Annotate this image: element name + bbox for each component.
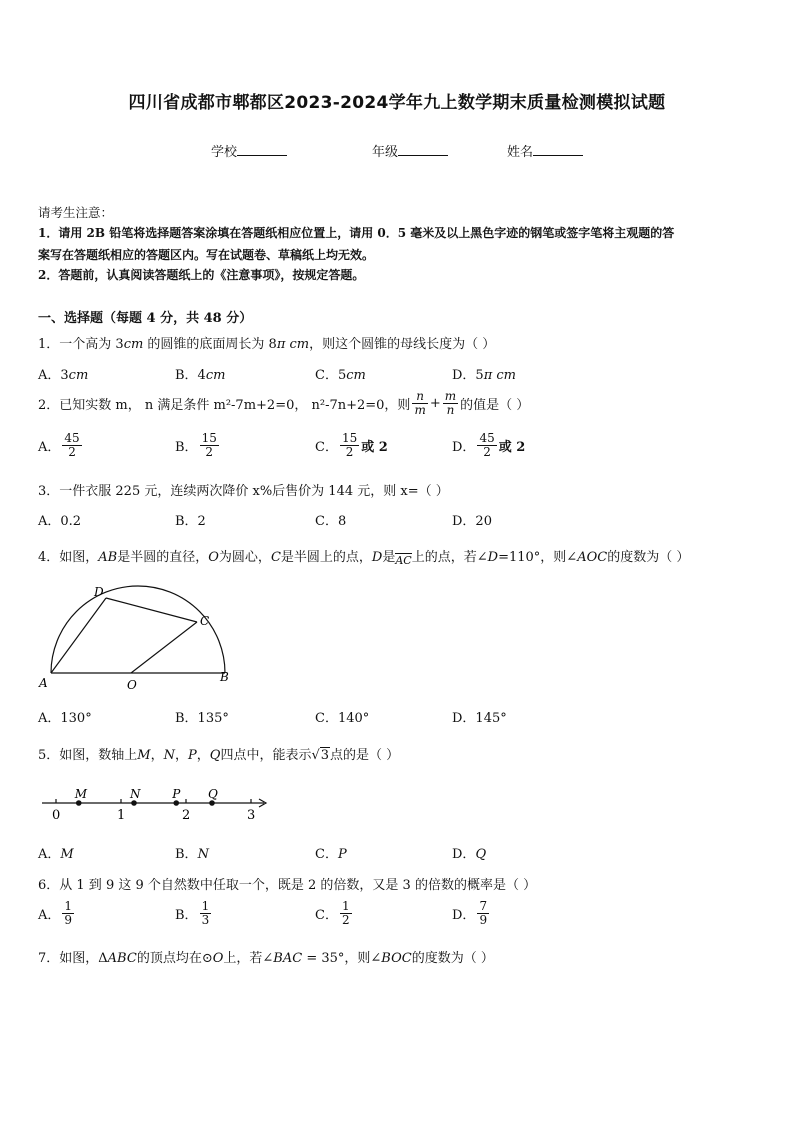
q5-option-b[interactable]: B．N (175, 847, 209, 862)
q1-option-a[interactable]: A．3cm (38, 368, 89, 383)
notice-line-1b: 案写在答题纸相应的答题区内。写在试题卷、草稿纸上均无效。 (38, 248, 375, 262)
q6-option-b[interactable]: B． $\frac{1}{3}$ (175, 899, 210, 927)
tick-label-2: 2 (182, 808, 191, 823)
q3-option-c[interactable]: C．8 (315, 514, 347, 529)
point-p (173, 800, 179, 806)
q3-option-d[interactable]: D．20 (452, 514, 492, 529)
name-label: 姓名 (507, 145, 534, 160)
page-title: 四川省成都市郫都区2023-2024学年九上数学期末质量检测模拟试题 (128, 93, 666, 113)
label-c: C (200, 614, 210, 628)
q4-option-c[interactable]: C．140° (315, 711, 370, 726)
q2-option-c[interactable]: C． $\frac{15}{2}$ 或 2 (315, 431, 388, 459)
q6-option-c[interactable]: C． $\frac{1}{2}$ (315, 899, 350, 927)
point-label-p: P (172, 787, 181, 801)
q2-frac-n-over-m: $\frac{n}{m}$ (414, 389, 426, 417)
q1-option-b[interactable]: B．4cm (175, 368, 226, 383)
q4-option-d[interactable]: D．145° (452, 711, 507, 726)
question-4: 4．如图，AB是半圆的直径，O为圆心，C是半圆上的点，D是$_{AC}$上的点，若∠D=110°，则∠AOC的度数为（ ） (38, 550, 690, 567)
radius-oc (131, 622, 197, 673)
q6-option-d[interactable]: D． $\frac{7}{9}$ (452, 899, 488, 927)
point-q (209, 800, 215, 806)
question-6: 6．从 1 到 9 这 9 个自然数中任取一个，既是 2 的倍数，又是 3 的倍数的概率是（ ） (38, 878, 537, 893)
point-n (131, 800, 137, 806)
question-2: 2．已知实数 m， n 满足条件 m²-7m+2=0， n²-7n+2=0，则 $\frac{n}{m}$ + $\frac{m}{n}$ 的值是（ ） (38, 389, 530, 417)
point-m (76, 800, 82, 806)
label-d: D (94, 585, 104, 599)
question-5: 5．如图，数轴上M，N，P，Q四点中，能表示√3点的是（ ） (38, 748, 400, 763)
q3-option-b[interactable]: B．2 (175, 514, 206, 529)
notice-line-1: 1．请用 2B 铅笔将选择题答案涂填在答题纸相应位置上，请用 0．5 毫米及以上黑色字迹的钢笔或签字笔将主观题的答 (38, 226, 675, 240)
arc-ac: AC (395, 554, 412, 567)
name-field[interactable] (507, 141, 583, 160)
q2-option-d[interactable]: D． $\frac{45}{2}$ 或 2 (452, 431, 526, 459)
q5-option-d[interactable]: D．Q (452, 847, 487, 862)
q5-option-a[interactable]: A．M (38, 847, 74, 862)
notice-heading: 请考生注意： (38, 205, 114, 220)
tick-label-3: 3 (247, 808, 256, 823)
number-line (38, 782, 278, 824)
chord-dc (106, 598, 197, 622)
q4-option-b[interactable]: B．135° (175, 711, 229, 726)
label-a: A (39, 676, 48, 690)
q2-option-b[interactable]: B． $\frac{15}{2}$ (175, 431, 217, 459)
school-field[interactable] (211, 141, 287, 160)
q6-option-a[interactable]: A． $\frac{1}{9}$ (38, 899, 73, 927)
q2-frac-m-over-n: $\frac{m}{n}$ (444, 389, 457, 417)
question-1: 1．一个高为 3cm 的圆锥的底面周长为 8π cm，则这个圆锥的母线长度为（ ） (38, 337, 496, 352)
sqrt-3: √3 (311, 748, 330, 763)
point-label-q: Q (208, 787, 218, 801)
point-label-m: M (74, 787, 88, 801)
q3-option-a[interactable]: A．0.2 (38, 514, 82, 529)
tick-label-1: 1 (117, 808, 126, 823)
point-label-n: N (130, 787, 141, 801)
section-1-heading: 一、选择题（每题 4 分，共 48 分） (38, 311, 253, 326)
q4-option-a[interactable]: A．130° (38, 711, 92, 726)
semicircle-figure (36, 580, 236, 692)
grade-field[interactable] (372, 141, 448, 160)
label-b: B (220, 670, 229, 684)
semicircle-arc (51, 586, 225, 673)
question-3: 3．一件衣服 225 元，连续两次降价 x%后售价为 144 元，则 x=（ ） (38, 484, 449, 499)
label-o: O (127, 678, 137, 692)
question-7: 7．如图，ΔABC的顶点均在⊙O上，若∠BAC = 35°，则∠BOC的度数为（ ） (38, 951, 494, 966)
notice-line-2: 2．答题前，认真阅读答题纸上的《注意事项》，按规定答题。 (38, 268, 365, 282)
school-label: 学校 (211, 145, 238, 160)
grade-label: 年级 (372, 145, 399, 160)
q1-option-c[interactable]: C．5cm (315, 368, 366, 383)
q5-option-c[interactable]: C．P (315, 847, 347, 862)
tick-label-0: 0 (52, 808, 61, 823)
q1-option-d[interactable]: D．5π cm (452, 368, 516, 383)
q2-option-a[interactable]: A． $\frac{45}{2}$ (38, 431, 80, 459)
